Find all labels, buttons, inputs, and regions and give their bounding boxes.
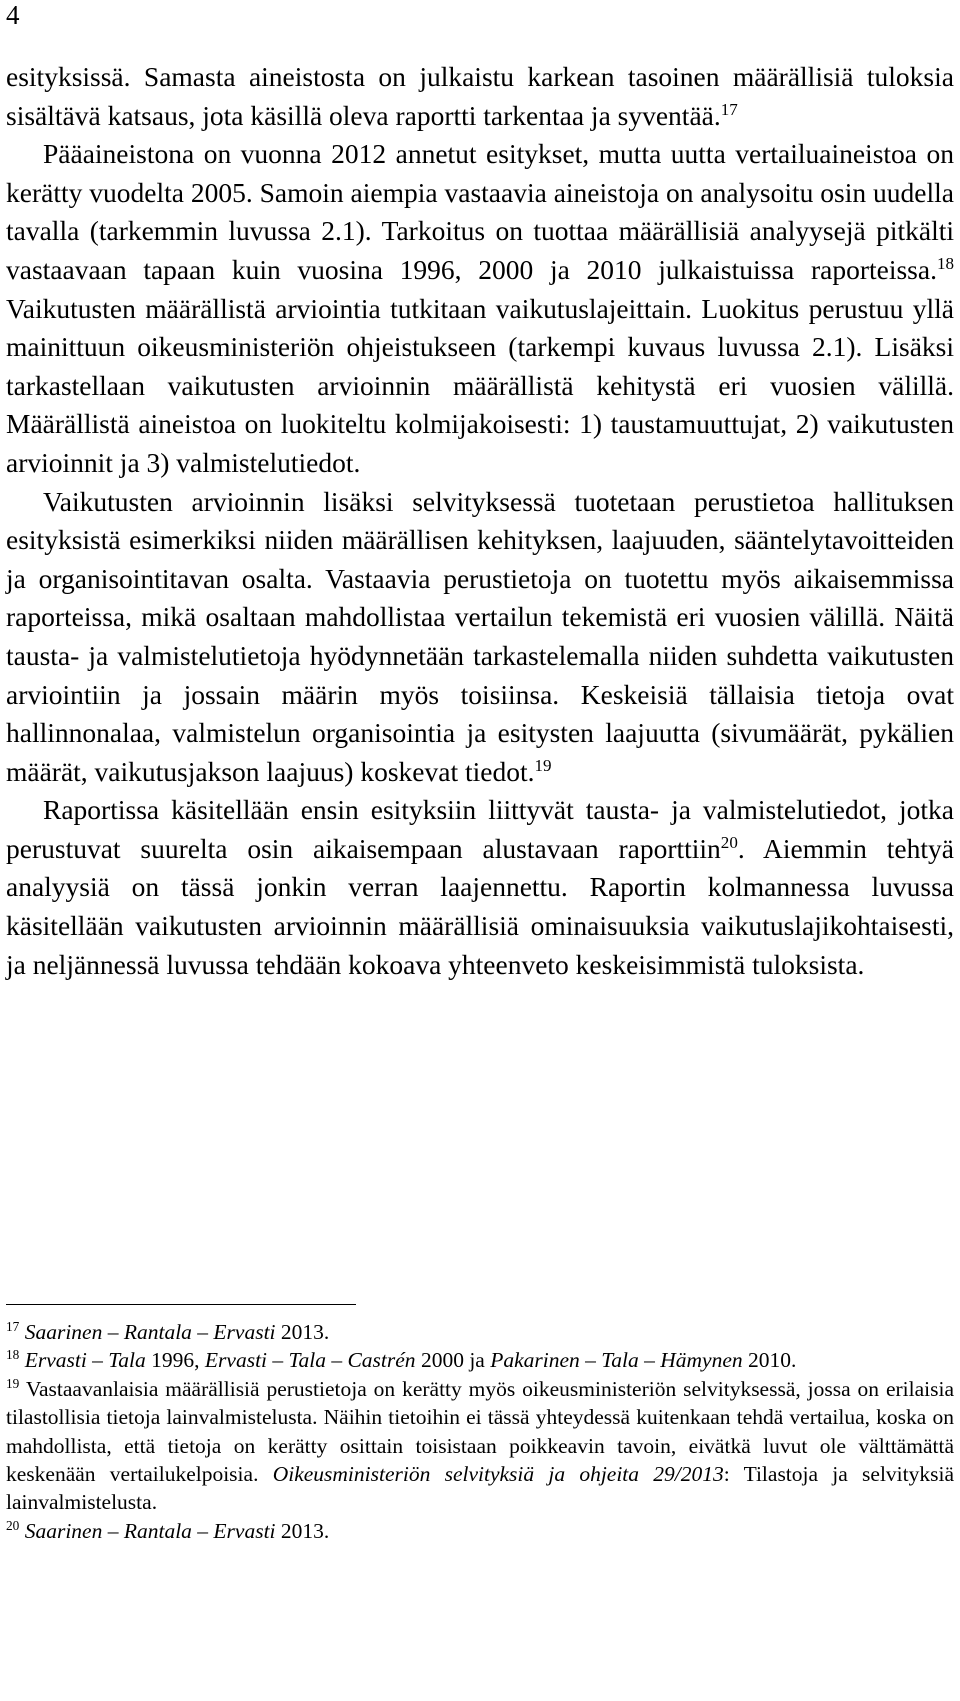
- text-run: Raportissa käsitellään ensin esityksiin liittyvät tausta- ja valmistelutiedot, jotka perustuvat suurelta osin aikaisempaan alustavaan raporttiin: [6, 794, 954, 864]
- text-run: Vastaavanlaisia määrällisiä perustietoja on kerätty myös oikeusministeriön selvityksessä, jossa on erilaisia tilastollisia tietoja lainvalmistelusta. Näihin tietoihin ei tässä yhteydessä kuitenkaan tehdä vertailua, koska on mahdollista, että tietoja on kerätty osittain toisistaan poikkeavin tavoin, eivätkä luvut ole välttämättä keskenään vertailukelpoisia.: [6, 1376, 954, 1487]
- citation-authors: Ervasti – Tala – Castrén: [204, 1348, 416, 1373]
- page-number: 4: [6, 0, 20, 30]
- footnote-ref: 17: [6, 1318, 20, 1334]
- citation-authors: Ervasti – Tala: [24, 1348, 146, 1373]
- footnote: [6, 1517, 954, 1545]
- footnote: [6, 1346, 954, 1374]
- text-run: 2010.: [742, 1348, 797, 1373]
- paragraph: [6, 135, 954, 482]
- footnote: [6, 1375, 954, 1517]
- text-run: 1996,: [145, 1348, 205, 1373]
- footnote-ref: 20: [720, 832, 738, 852]
- footnote: [6, 1318, 954, 1346]
- footnote-ref: 18: [936, 253, 954, 273]
- footnote-ref: 17: [720, 99, 738, 119]
- text-run: Vaikutusten määrällistä arviointia tutkitaan vaikutuslajeittain. Luokitus perustuu yllä mainittuun oikeusministeriön ohjeistukseen (tarkempi kuvaus luvussa 2.1). Lisäksi tarkastellaan vaikutusten arvioinnin määrällistä kehitystä eri vuosien välillä. Määrällistä aineistoa on luokiteltu kolmijakoisesti: 1) taustamuuttujat, 2) vaikutusten arvioinnit ja 3) valmistelutiedot.: [6, 292, 954, 478]
- text-run: Vaikutusten arvioinnin lisäksi selvityksessä tuotetaan perustietoa hallituksen esityksistä esimerkiksi niiden määrällisen kehityksen, laajuuden, sääntelytavoitteiden ja organisointitavan osalta. Vastaavia perustietoja on tuotettu myös aikaisemmissa raporteissa, mikä osaltaan mahdollistaa vertailun tekemistä eri vuosien välillä. Näitä tausta- ja valmistelutietoja hyödynnetään tarkastelemalla niiden suhdetta vaikutusten arviointiin ja jossain määrin myös toisiinsa. Keskeisiä tällaisia tietoja ovat hallinnonalaa, valmistelun organisointia ja esitysten laajuutta (sivumäärät, pykälien määrät, vaikutusjakson laajuus) koskevat tiedot.: [6, 485, 954, 787]
- citation-authors: Pakarinen – Tala – Hämynen: [490, 1348, 743, 1373]
- footnotes: [6, 1318, 954, 1545]
- text-run: esityksissä. Samasta aineistosta on julkaistu karkean tasoinen määrällisiä tuloksia sisältävä katsaus, jota käsillä oleva raportti tarkentaa ja syventää.: [6, 61, 954, 131]
- citation-authors: Oikeusministeriön selvityksiä ja ohjeita 29/2013: [272, 1462, 724, 1487]
- citation-authors: Saarinen – Rantala – Ervasti: [24, 1320, 276, 1344]
- citation-authors: Saarinen – Rantala – Ervasti: [24, 1518, 276, 1543]
- body-text: [6, 58, 954, 984]
- text-run: 2013.: [275, 1518, 330, 1543]
- text-run: Pääaineistona on vuonna 2012 annetut esitykset, mutta uutta vertailuaineistoa on kerätty vuodelta 2005. Samoin aiempia vastaavia aineistoja on analysoitu osin uudella tavalla (tarkemmin luvussa 2.1). Tarkoitus on tuottaa määrällisiä analyysejä pitkälti vastaavaan tapaan kuin vuosina 1996, 2000 ja 2010 julkaistuissa raporteissa.: [6, 138, 954, 285]
- footnote-ref: 19: [6, 1375, 20, 1391]
- text-run: 2013.: [275, 1320, 330, 1344]
- text-run: 2000 ja: [415, 1348, 491, 1373]
- paragraph: [6, 791, 954, 984]
- footnote-divider: [6, 1304, 356, 1305]
- text-run: : Tilastoja ja selvityksiä lainvalmistelusta.: [6, 1462, 955, 1515]
- text-run: . Aiemmin tehtyä analyysiä on tässä jonkin verran laajennettu. Raportin kolmannessa luvussa käsitellään vaikutusten arvioinnin määrällisiä ominaisuuksia vaikutuslajikohtaisesti, ja neljännessä luvussa tehdään kokoava yhteenveto keskeisimmistä tuloksista.: [6, 832, 954, 980]
- footnote-ref: 20: [6, 1517, 20, 1533]
- paragraph: [6, 483, 954, 792]
- footnote-ref: 19: [534, 755, 552, 775]
- paragraph: [6, 58, 954, 135]
- footnote-ref: 18: [6, 1347, 20, 1363]
